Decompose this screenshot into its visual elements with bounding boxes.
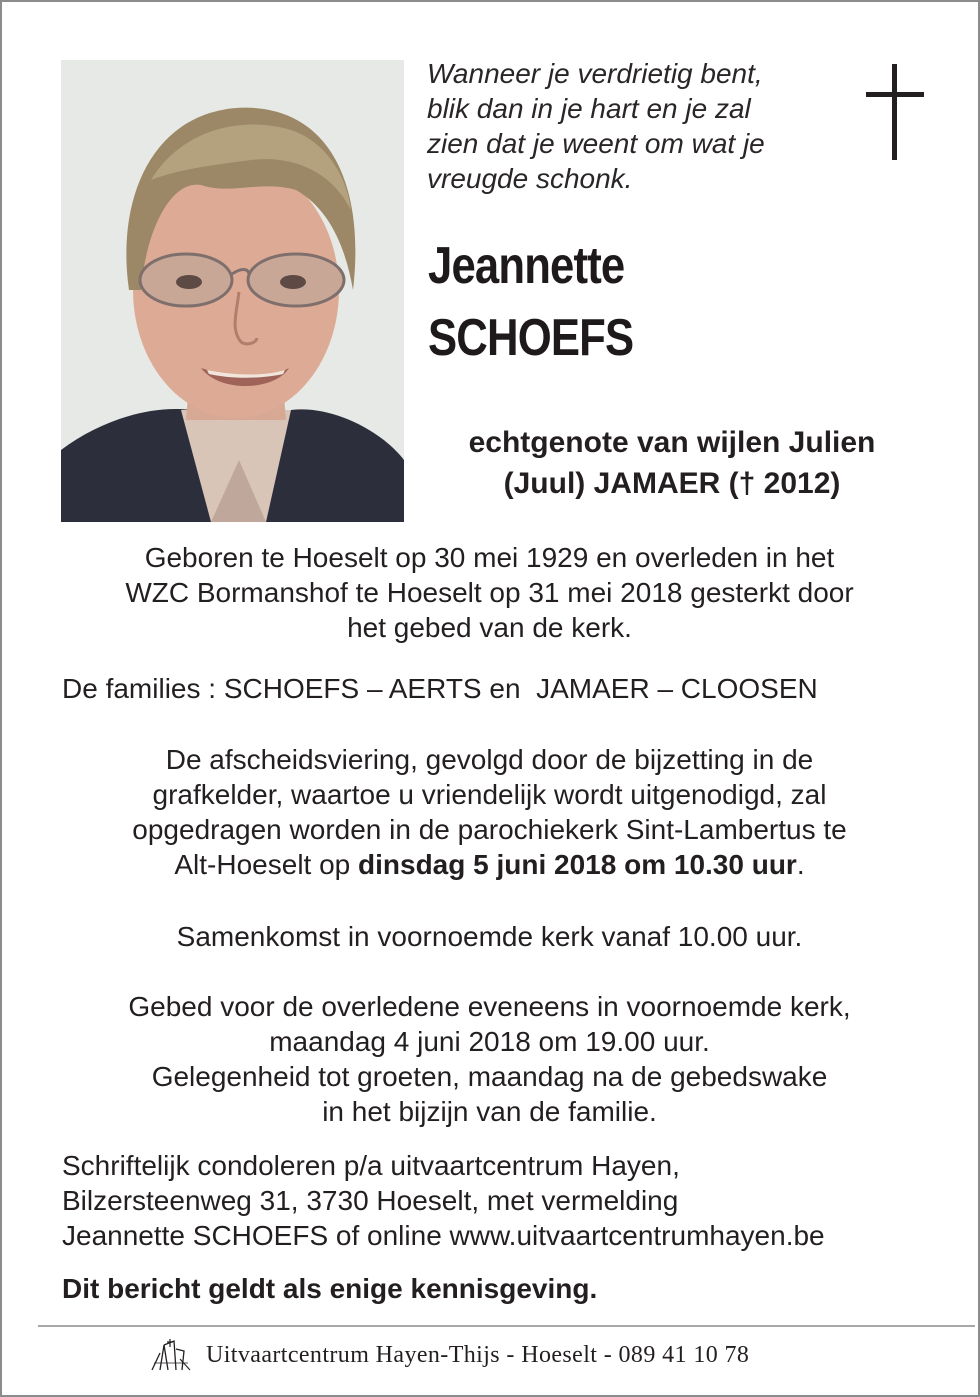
spouse-line: echtgenote van wijlen Julien — [468, 426, 876, 459]
last-name: SCHOEFS — [428, 309, 634, 367]
latin-cross-icon — [866, 64, 924, 160]
text-line: opgedragen worden in de parochiekerk Sint-Lambertus te — [132, 814, 847, 845]
text-line: WZC Bormanshof te Hoeselt op 31 mei 2018 gesterkt door — [125, 577, 854, 608]
service-date-line — [42, 847, 937, 882]
spouse-line: (Juul) JAMAER († 2012) — [503, 467, 841, 500]
text-line: grafkelder, waartoe u vriendelijk wordt uitgenodigd, zal — [152, 779, 827, 810]
text-fragment: . — [796, 849, 805, 880]
text-line: het gebed van de kerk. — [347, 612, 632, 643]
text-line: Schriftelijk condoleren p/a uitvaartcentrum Hayen, — [62, 1150, 680, 1181]
prayer-info — [42, 989, 937, 1129]
first-name: Jeannette — [428, 237, 625, 295]
families-line: De families : SCHOEFS – AERTS en JAMAER – CLOOSEN — [62, 673, 818, 704]
hayen-thijs-logo — [150, 1337, 192, 1373]
poem-verse — [427, 56, 847, 196]
text-line: in het bijzijn van de familie. — [322, 1096, 657, 1127]
birth-death-info — [42, 540, 937, 645]
text-line: Bilzersteenweg 31, 3730 Hoeselt, met vermelding — [62, 1185, 679, 1216]
text-line: Geboren te Hoeselt op 30 mei 1929 en overleden in het — [144, 542, 835, 573]
footer-divider — [38, 1325, 975, 1327]
footer-contact: Uitvaartcentrum Hayen-Thijs - Hoeselt - 089 41 10 78 — [206, 1341, 750, 1368]
portrait-illustration — [61, 60, 404, 522]
text-line: maandag 4 juni 2018 om 19.00 uur. — [269, 1026, 710, 1057]
footer — [150, 1335, 749, 1375]
text-line: Jeannette SCHOEFS of online www.uitvaartcentrumhayen.be — [62, 1220, 825, 1251]
text-line: Gebed voor de overledene eveneens in voornoemde kerk, — [128, 991, 851, 1022]
service-date-time: dinsdag 5 juni 2018 om 10.30 uur — [358, 849, 797, 880]
portrait-photo — [61, 60, 404, 522]
text-line: De afscheidsviering, gevolgd door de bijzetting in de — [165, 744, 814, 775]
meeting-info: Samenkomst in voornoemde kerk vanaf 10.00 uur. — [176, 921, 803, 952]
text-fragment: Alt-Hoeselt op — [174, 849, 359, 880]
condolences-info — [62, 1148, 942, 1253]
poem-line: zien dat je weent om wat je — [427, 128, 765, 159]
notice-statement: Dit bericht geldt als enige kennisgeving. — [62, 1273, 598, 1304]
poem-line: Wanneer je verdrietig bent, — [427, 58, 763, 89]
deceased-name — [428, 230, 633, 374]
poem-line: vreugde schonk. — [427, 163, 633, 194]
poem-line: blik dan in je hart en je zal — [427, 93, 751, 124]
text-line: Gelegenheid tot groeten, maandag na de gebedswake — [151, 1061, 828, 1092]
funeral-service-info — [42, 742, 937, 882]
spouse-info — [412, 422, 932, 504]
